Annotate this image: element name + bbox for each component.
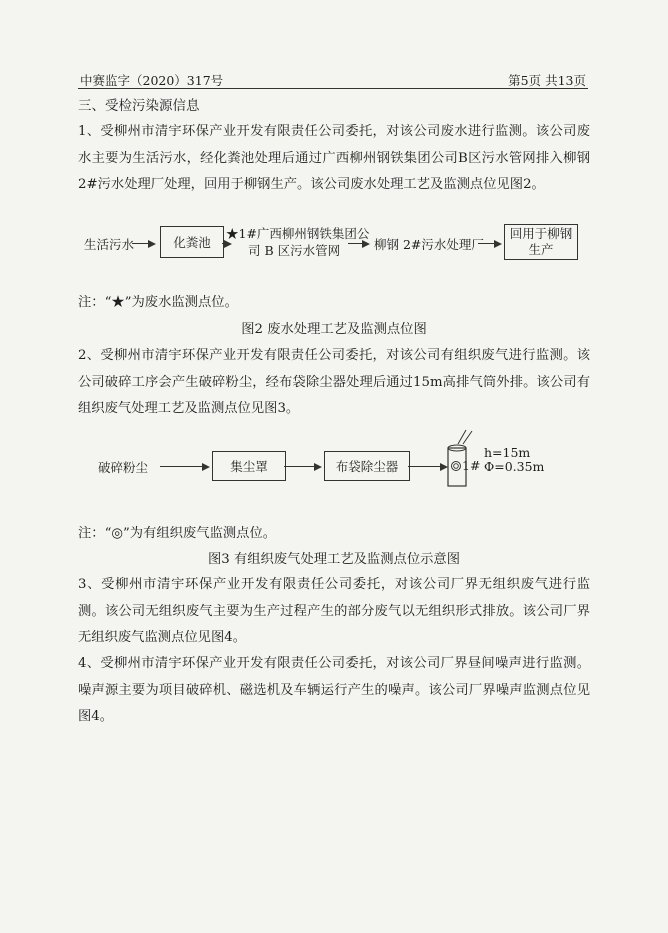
page-indicator: 第5页 共13页 (508, 73, 586, 88)
note-gas-point: 注：“◎”为有组织废气监测点位。 (78, 526, 277, 541)
flow-arrow (348, 243, 368, 244)
flow-box-septic-tank: 化粪池 (160, 226, 224, 258)
stack-height: h=15m (484, 445, 531, 460)
flow-box-reuse-line1: 回用于柳钢 (509, 226, 573, 241)
note-wastewater-point: 注：“★”为废水监测点位。 (78, 295, 238, 310)
flow-node-pipe-network-line2: 司 B 区污水管网 (248, 243, 341, 258)
flow-box-reuse (504, 224, 578, 260)
flow-node-treatment-plant: 柳钢 2#污水处理厂 (374, 237, 484, 252)
stack-specs (484, 446, 544, 474)
flow-arrow (160, 466, 208, 467)
flow-arrow (478, 243, 500, 244)
figure2-caption: 图2 废水处理工艺及监测点位图 (241, 322, 427, 337)
paragraph-organized-gas: 2、受柳州市清宇环保产业开发有限责任公司委托，对该公司有组织废气进行监测。该公司破碎工序会产生破碎粉尘，经布袋除尘器处理后通过15m高排气筒外排。该公司有组织废气处理工艺及监测点位见图3。 (78, 348, 590, 416)
paragraph-wastewater: 1、受柳州市清宇环保产业开发有限责任公司委托，对该公司废水进行监测。该公司废水主要为生活污水，经化粪池处理后通过广西柳州钢铁集团公司B区污水管网排入柳钢2#污水处理厂处理，回用于柳钢生产。该公司废水处理工艺及监测点位见图2。 (78, 124, 590, 192)
report-number: 中赛监字（2020）317号 (80, 73, 224, 88)
paragraph-unorganized-gas: 3、受柳州市清宇环保产业开发有限责任公司委托，对该公司厂界无组织废气进行监测。该公司无组织废气主要为生产过程产生的部分废气以无组织形式排放。该公司厂界无组织废气监测点位见图4。 (78, 577, 590, 645)
flow-arrow (284, 466, 320, 467)
flow-box-reuse-line2: 生产 (528, 242, 554, 257)
flow-node-pipe-network (226, 225, 369, 259)
flow-box-bag-filter: 布袋除尘器 (324, 451, 410, 481)
flow-node-crushing-dust: 破碎粉尘 (98, 460, 149, 475)
section-heading: 三、受检污染源信息 (78, 98, 200, 114)
paragraph-noise: 4、受柳州市清宇环保产业开发有限责任公司委托，对该公司厂界昼间噪声进行监测。噪声源主要为项目破碎机、磁选机及车辆运行产生的噪声。该公司厂界噪声监测点位见图4。 (78, 656, 590, 724)
flow-arrow (132, 243, 154, 244)
flow-arrow (408, 466, 446, 467)
flow-node-domestic-sewage: 生活污水 (84, 237, 135, 252)
header-divider (78, 88, 588, 89)
figure3-caption: 图3 有组织废气处理工艺及监测点位示意图 (207, 552, 461, 567)
stack-diameter: Φ=0.35m (484, 459, 545, 474)
stack-point-label: 1# (462, 458, 481, 473)
flow-box-hood: 集尘罩 (212, 451, 286, 481)
flow-node-pipe-network-line1: ★1#广西柳州钢铁集团公 (226, 226, 370, 241)
